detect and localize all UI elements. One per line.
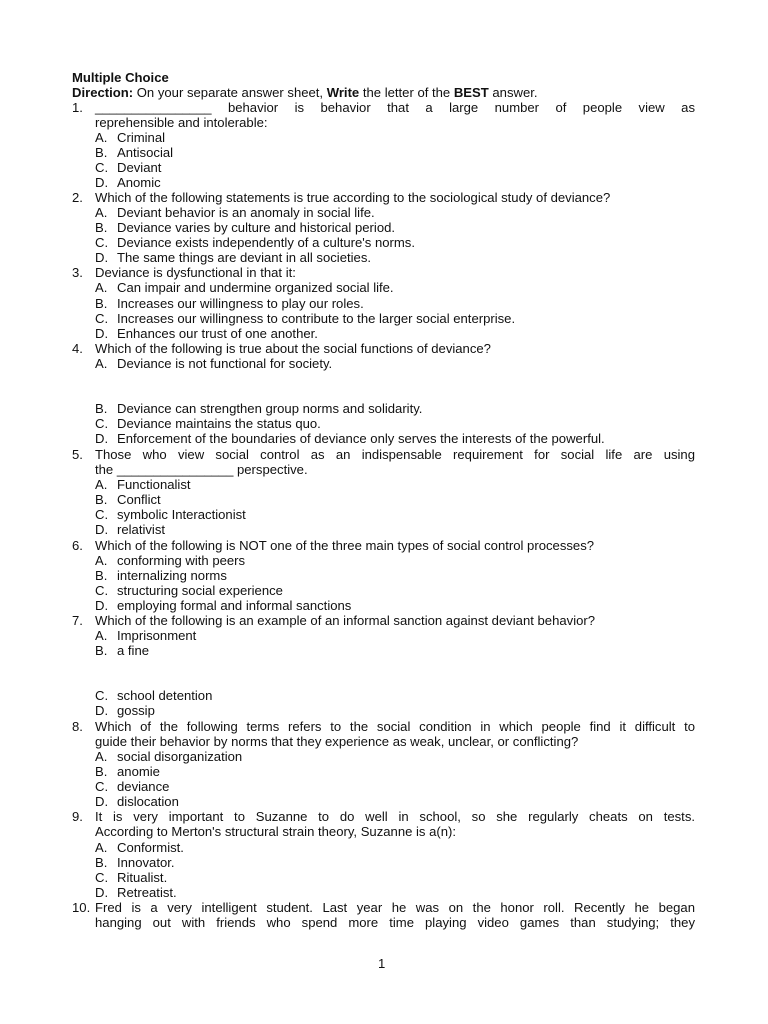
option-text: symbolic Interactionist: [117, 507, 246, 522]
option-letter: C.: [95, 416, 109, 431]
option-letter: A.: [95, 840, 108, 855]
option-letter: A.: [95, 628, 108, 643]
question-text: Those who view social control as an indispensable requirement for social life are using: [95, 447, 695, 462]
option-text: Increases our willingness to contribute to the larger social enterprise.: [117, 311, 516, 326]
answer-option: [95, 235, 415, 250]
answer-option: [95, 205, 375, 220]
option-text: Ritualist.: [117, 870, 168, 885]
question-number: 3.: [72, 265, 83, 280]
option-text: internalizing norms: [117, 568, 227, 583]
option-letter: B.: [95, 855, 108, 870]
option-text: dislocation: [117, 794, 179, 809]
option-letter: C.: [95, 311, 109, 326]
question-number: 2.: [72, 190, 83, 205]
answer-option: [95, 280, 394, 295]
option-text: Deviance maintains the status quo.: [117, 416, 321, 431]
question-number: 1.: [72, 100, 83, 115]
option-letter: B.: [95, 643, 108, 658]
option-letter: B.: [95, 220, 108, 235]
option-text: relativist: [117, 522, 166, 537]
option-letter: C.: [95, 235, 109, 250]
answer-option: [95, 855, 175, 870]
option-letter: D.: [95, 598, 109, 613]
answer-option: [95, 250, 371, 265]
question-number: 9.: [72, 809, 83, 824]
option-text: conforming with peers: [117, 553, 246, 568]
option-text: social disorganization: [117, 749, 243, 764]
option-text: Deviance can strengthen group norms and solidarity.: [117, 401, 423, 416]
option-text: Can impair and undermine organized social life.: [117, 280, 394, 295]
question-text: Deviance is dysfunctional in that it:: [95, 265, 296, 280]
document-title: Multiple Choice: [72, 70, 169, 85]
option-text: Retreatist.: [117, 885, 177, 900]
option-letter: B.: [95, 764, 108, 779]
question-number: 6.: [72, 538, 83, 553]
option-letter: A.: [95, 280, 108, 295]
answer-option: [95, 145, 173, 160]
answer-option: [95, 840, 184, 855]
answer-option: [95, 401, 422, 416]
answer-option: [95, 431, 605, 446]
answer-option: [95, 628, 196, 643]
option-text: Deviance exists independently of a culture's norms.: [117, 235, 415, 250]
option-text: anomie: [117, 764, 160, 779]
option-text: deviance: [117, 779, 170, 794]
question-text: Which of the following is an example of an informal sanction against deviant behavior?: [95, 613, 596, 628]
direction-text: On your separate answer sheet,: [133, 85, 327, 100]
answer-option: [95, 522, 165, 537]
option-text: school detention: [117, 688, 213, 703]
option-text: The same things are deviant in all societies.: [117, 250, 372, 265]
answer-option: [95, 583, 283, 598]
answer-option: [95, 326, 318, 341]
option-letter: C.: [95, 507, 109, 522]
option-letter: C.: [95, 779, 109, 794]
option-letter: B.: [95, 145, 108, 160]
option-text: Conformist.: [117, 840, 184, 855]
option-letter: A.: [95, 477, 108, 492]
option-letter: D.: [95, 431, 109, 446]
option-letter: D.: [95, 794, 109, 809]
answer-option: [95, 175, 161, 190]
option-letter: A.: [95, 130, 108, 145]
answer-option: [95, 311, 515, 326]
option-text: a fine: [117, 643, 150, 658]
answer-option: [95, 130, 165, 145]
option-text: Innovator.: [117, 855, 175, 870]
question-text: ________________ behavior is behavior that a large number of people view as: [95, 100, 695, 115]
direction-label: Direction:: [72, 85, 134, 100]
option-text: Anomic: [117, 175, 161, 190]
answer-option: [95, 296, 364, 311]
answer-option: [95, 779, 169, 794]
option-letter: B.: [95, 401, 108, 416]
option-letter: A.: [95, 356, 108, 371]
option-text: structuring social experience: [117, 583, 283, 598]
answer-option: [95, 885, 177, 900]
answer-option: [95, 356, 332, 371]
question-text: Which of the following terms refers to the social condition in which people find it difficult to: [95, 719, 695, 734]
answer-option: [95, 507, 246, 522]
answer-option: [95, 749, 242, 764]
option-letter: A.: [95, 553, 108, 568]
option-letter: C.: [95, 688, 109, 703]
answer-option: [95, 643, 149, 658]
question-number: 5.: [72, 447, 83, 462]
question-text: reprehensible and intolerable:: [95, 115, 268, 130]
option-text: Imprisonment: [117, 628, 197, 643]
option-letter: A.: [95, 749, 108, 764]
option-text: Deviance varies by culture and historical period.: [117, 220, 396, 235]
answer-option: [95, 492, 161, 507]
answer-option: [95, 598, 351, 613]
question-number: 7.: [72, 613, 83, 628]
option-letter: D.: [95, 703, 109, 718]
option-text: Criminal: [117, 130, 166, 145]
answer-option: [95, 764, 160, 779]
option-text: Deviant: [117, 160, 162, 175]
option-text: Conflict: [117, 492, 161, 507]
option-text: Antisocial: [117, 145, 174, 160]
direction-text: answer.: [488, 85, 538, 100]
answer-option: [95, 160, 161, 175]
option-letter: B.: [95, 492, 108, 507]
option-text: Functionalist: [117, 477, 191, 492]
question-text: Fred is a very intelligent student. Last year he was on the honor roll. Recently he began: [95, 900, 695, 915]
option-letter: C.: [95, 583, 109, 598]
answer-option: [95, 870, 167, 885]
page-number: 1: [378, 956, 386, 971]
answer-option: [95, 553, 245, 568]
option-text: Enhances our trust of one another.: [117, 326, 318, 341]
question-text: Which of the following is NOT one of the three main types of social control processes?: [95, 538, 595, 553]
question-text: hanging out with friends who spend more time playing video games than studying; they: [95, 915, 695, 930]
answer-option: [95, 703, 155, 718]
question-text: Which of the following statements is true according to the sociological study of deviance?: [95, 190, 611, 205]
question-text: Which of the following is true about the social functions of deviance?: [95, 341, 491, 356]
option-letter: D.: [95, 326, 109, 341]
option-text: employing formal and informal sanctions: [117, 598, 352, 613]
option-text: Increases our willingness to play our roles.: [117, 296, 364, 311]
question-text: the ________________ perspective.: [95, 462, 308, 477]
direction-text: the letter of the: [359, 85, 454, 100]
question-number: 10.: [72, 900, 91, 915]
option-letter: D.: [95, 885, 109, 900]
direction-line: [72, 85, 696, 100]
option-letter: D.: [95, 175, 109, 190]
option-letter: C.: [95, 870, 109, 885]
answer-option: [95, 477, 191, 492]
option-letter: D.: [95, 250, 109, 265]
option-text: gossip: [117, 703, 155, 718]
option-letter: B.: [95, 296, 108, 311]
answer-option: [95, 794, 179, 809]
question-text: According to Merton's structural strain theory, Suzanne is a(n):: [95, 824, 457, 839]
question-text: guide their behavior by norms that they experience as weak, unclear, or conflicting?: [95, 734, 579, 749]
question-number: 4.: [72, 341, 83, 356]
answer-option: [95, 416, 321, 431]
answer-option: [95, 220, 395, 235]
question-number: 8.: [72, 719, 83, 734]
option-text: Deviant behavior is an anomaly in social life.: [117, 205, 375, 220]
option-letter: A.: [95, 205, 108, 220]
option-letter: B.: [95, 568, 108, 583]
option-text: Deviance is not functional for society.: [117, 356, 333, 371]
question-text: It is very important to Suzanne to do well in school, so she regularly cheats on tests.: [95, 809, 695, 824]
direction-best: BEST: [453, 85, 489, 100]
option-text: Enforcement of the boundaries of deviance only serves the interests of the powerful.: [117, 431, 605, 446]
answer-option: [95, 688, 212, 703]
option-letter: D.: [95, 522, 109, 537]
answer-option: [95, 568, 227, 583]
direction-write: Write: [326, 85, 360, 100]
option-letter: C.: [95, 160, 109, 175]
